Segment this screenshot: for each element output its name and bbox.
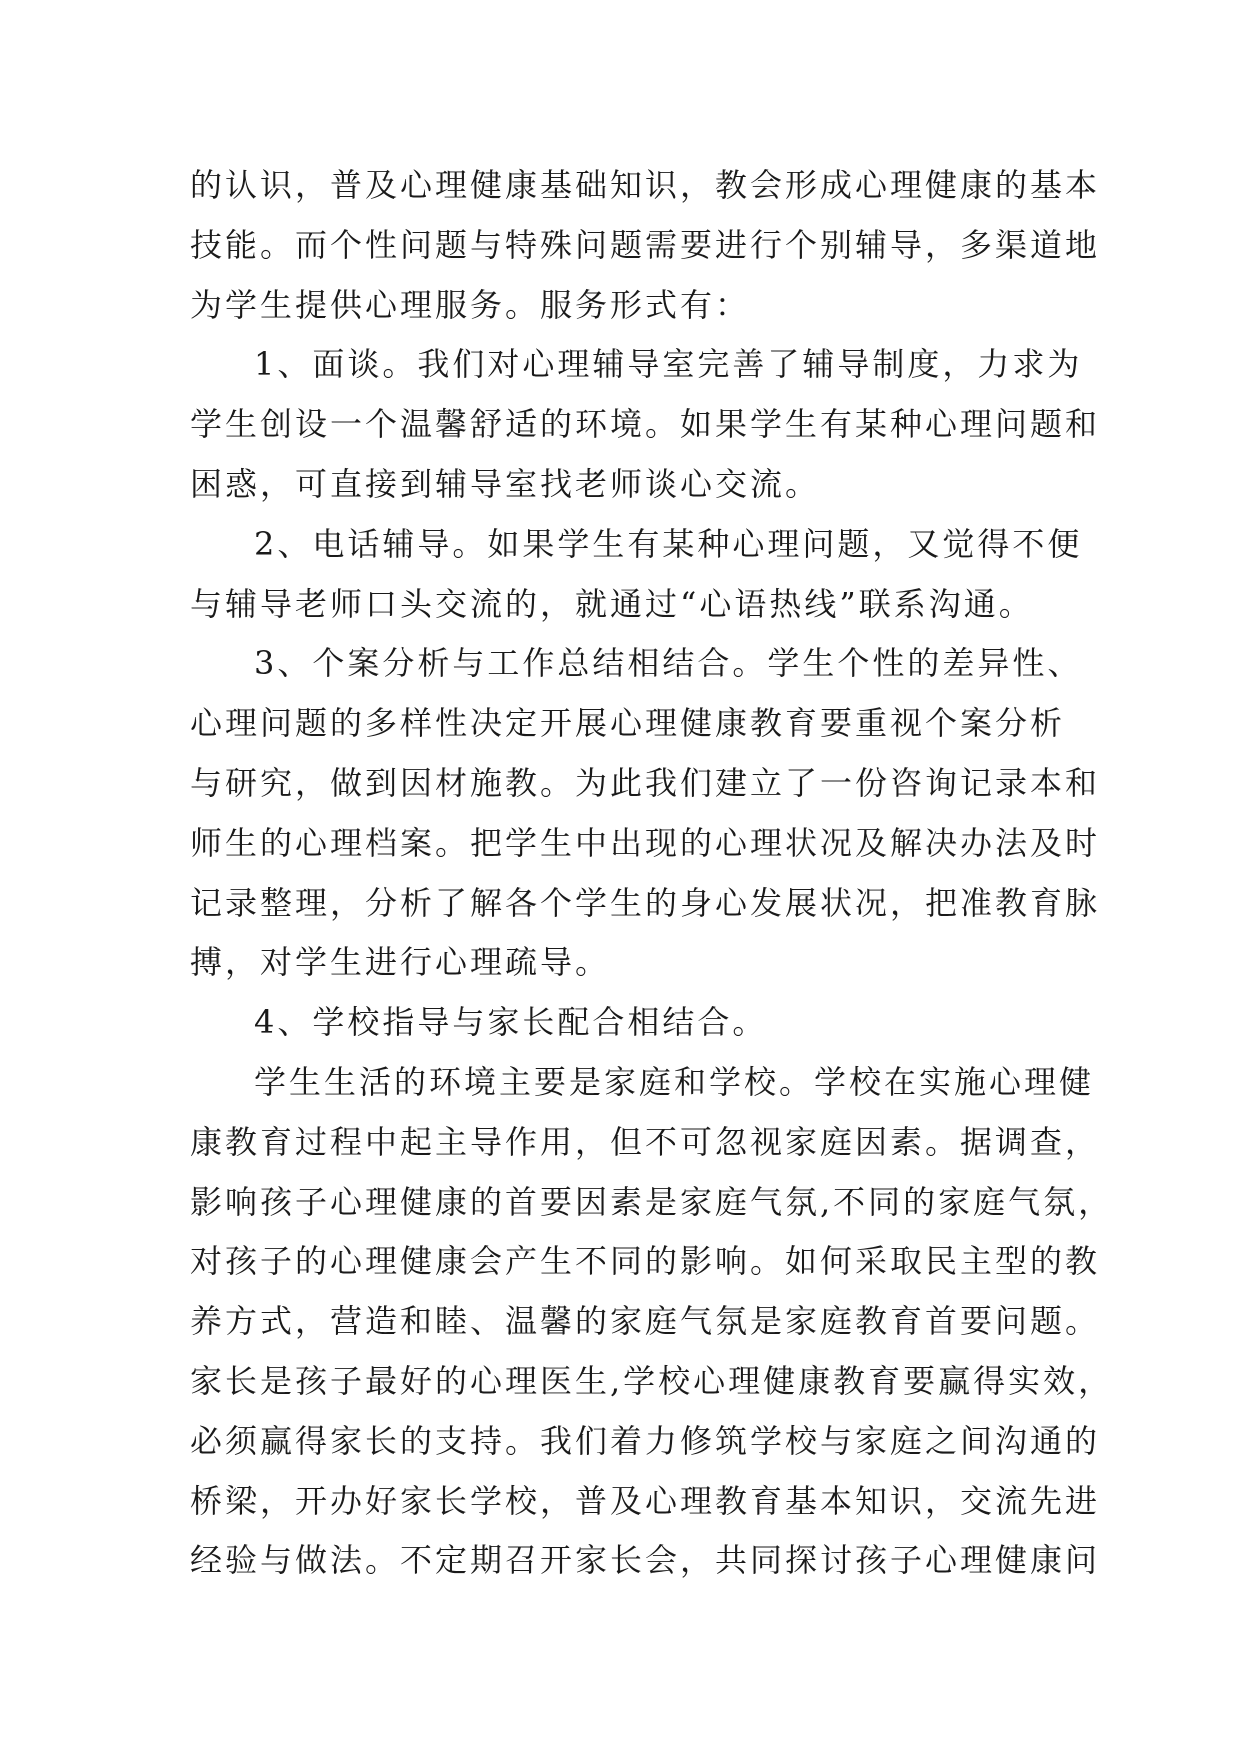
text-line: 的认识，普及心理健康基础知识，教会形成心理健康的基本: [190, 166, 1101, 204]
text-line: 康教育过程中起主导作用，但不可忽视家庭因素。据调查，: [190, 1122, 1101, 1161]
text-line: 必须赢得家长的支持。我们着力修筑学校与家庭之间沟通的: [190, 1421, 1101, 1460]
text-line: 1、面谈。我们对心理辅导室完善了辅导制度，力求为: [254, 345, 1083, 384]
text-line: 学生生活的环境主要是家庭和学校。学校在实施心理健: [254, 1062, 1095, 1101]
text-line: 学生创设一个温馨舒适的环境。如果学生有某种心理问题和: [190, 405, 1101, 444]
text-line: 师生的心理档案。把学生中出现的心理状况及解决办法及时: [190, 823, 1101, 862]
text-line: 2、电话辅导。如果学生有某种心理问题，又觉得不便: [254, 524, 1083, 563]
body-text: [190, 156, 1114, 1591]
text-line: 3、个案分析与工作总结相结合。学生个性的差异性、: [254, 644, 1083, 683]
text-line: 影响孩子心理健康的首要因素是家庭气氛,不同的家庭气氛，: [190, 1182, 1114, 1221]
text-line: 为学生提供心理服务。服务形式有：: [190, 285, 751, 324]
text-line: 记录整理，分析了解各个学生的身心发展状况，把准教育脉: [190, 883, 1101, 922]
text-line: 4、学校指导与家长配合相结合。: [254, 1003, 768, 1042]
text-line: 心理问题的多样性决定开展心理健康教育要重视个案分析: [190, 704, 1066, 743]
text-line: 与辅导老师口头交流的，就通过“心语热线”联系沟通。: [190, 584, 1034, 623]
text-line: 对孩子的心理健康会产生不同的影响。如何采取民主型的教: [190, 1242, 1101, 1281]
text-line: 家长是孩子最好的心理医生,学校心理健康教育要赢得实效，: [190, 1361, 1114, 1400]
text-line: 困惑，可直接到辅导室找老师谈心交流。: [190, 464, 821, 503]
text-line: 经验与做法。不定期召开家长会，共同探讨孩子心理健康问: [190, 1541, 1101, 1580]
text-line: 与研究，做到因材施教。为此我们建立了一份咨询记录本和: [190, 763, 1101, 802]
text-line: 养方式，营造和睦、温馨的家庭气氛是家庭教育首要问题。: [190, 1302, 1101, 1341]
text-line: 桥梁，开办好家长学校，普及心理教育基本知识，交流先进: [190, 1481, 1101, 1520]
text-line: 技能。而个性问题与特殊问题需要进行个别辅导，多渠道地: [190, 225, 1101, 264]
text-line: 搏，对学生进行心理疏导。: [190, 943, 611, 982]
